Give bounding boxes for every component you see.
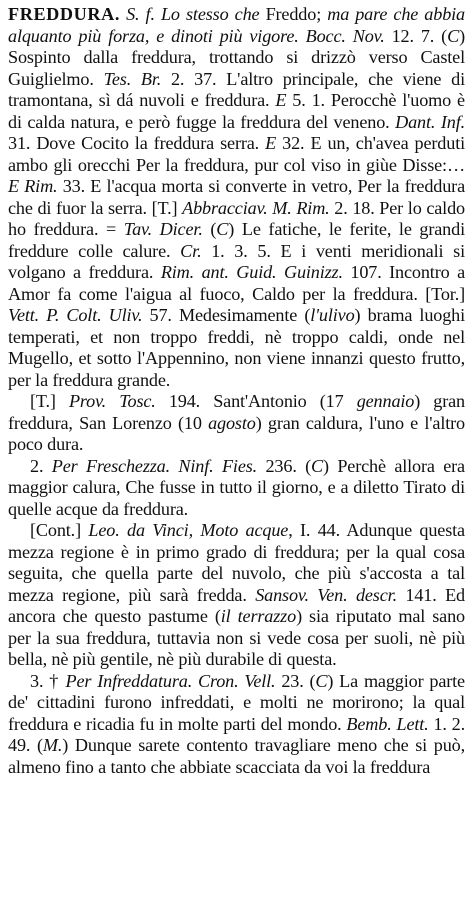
text-run: 23. ( [275, 670, 316, 691]
text-run: Freddo; [259, 4, 328, 24]
text-run: ( [202, 219, 217, 239]
italic-citation-run: C [216, 219, 229, 239]
italic-citation-run: Bemb. Lett. [346, 713, 429, 734]
text-run: 57. Medesimamente ( [142, 305, 311, 325]
text-run: ) La maggior parte de' cittadini furono infreddati, e molti ne morirono; la qual freddura e ricadia fu in molte parti del mondo. [8, 670, 465, 734]
entry-sense-2 [8, 456, 465, 521]
italic-citation-run: M. [42, 735, 63, 755]
italic-citation-run: il terrazzo [220, 606, 297, 626]
italic-citation-run: Tes. Br. [103, 68, 162, 89]
italic-citation-run: Prov. Tosc. [68, 391, 156, 411]
text-run: ) brama luoghi temperati, et non troppo freddi, nè troppo caldi, onde nel Mugello, et sotto l'Appennino, non viene innanzi questo frutto, per la freddura grande. [8, 305, 465, 390]
italic-citation-run: C [447, 25, 460, 46]
italic-citation-run: Sansov. Ven. descr. [255, 584, 397, 605]
entry-sense-1 [8, 4, 465, 391]
text-run: 141. Ed ancora che questo pastume ( [8, 584, 465, 626]
text-run: [Cont.] [30, 520, 89, 540]
italic-citation-run: l'ulivo [310, 305, 355, 325]
italic-citation-run: gennaio [356, 391, 415, 411]
text-run: 5. 1. Perocchè l'uomo è di calda natura, e però fugge la freddura del veneno. [8, 90, 465, 132]
text-run: 107. Incontro a Amor fa come l'aigua al fuoco, Caldo per la freddura. [Tor.] [8, 262, 465, 304]
text-run: 194. Sant'Antonio (17 [155, 391, 357, 411]
text-run: 2. [30, 455, 52, 476]
text-run: ) Le fatiche, le ferite, le grandi freddure colle calure. [8, 219, 465, 261]
text-run: 2. 18. Per lo caldo ho freddura. = [8, 197, 465, 239]
text-run: 12. 7. ( [384, 25, 448, 46]
text-run: 32. E un, ch'avea perduti ambo gli orecchi Per la freddura, pur col viso in giùe Disse:… [8, 133, 465, 175]
entry-sense-3 [8, 671, 465, 779]
text-run: ) Dunque sarete contento travagliare meno che si può, almeno fino a tanto che abbiate scacciata da voi la freddura [8, 735, 465, 777]
text-run: ) gran freddura, San Lorenzo (10 [8, 391, 465, 433]
italic-citation-run: agosto [208, 412, 256, 433]
italic-citation-run: Cr. [180, 240, 202, 261]
italic-citation-run: E [275, 90, 287, 110]
entry-headword: FREDDURA. [8, 4, 120, 24]
text-run: 33. E l'acqua morta si converte in vetro, Per la freddura che di fuor la serra. [T.] [8, 176, 465, 218]
italic-citation-run: Bocc. Nov. [305, 25, 385, 46]
text-run: 1. 2. 49. ( [8, 713, 465, 755]
text-run: ) gran caldura, l'uno e l'altro poco dura. [8, 412, 465, 454]
italic-citation-run: E Rim. [8, 176, 58, 196]
sense-1-body [8, 4, 465, 390]
text-run: ) sia riputato mal sano per la sua freddura, tuttavia non si vede cosa per suoli, nè più bella, nè più gentile, nè più durabile di questa. [8, 606, 465, 669]
text-run: , I. 44. Adunque questa mezza regione è in primo grado di freddura; per la qual cosa seguita, che quella parte del nuvolo, che più s'accosta a tal mezza regione, più sarà fredda. [8, 520, 465, 605]
text-run [299, 26, 306, 46]
text-run: 31. Dove Cocito la freddura serra. [8, 133, 266, 153]
text-run: 1. 3. 5. E i venti meridionali si volgano a freddura. [8, 240, 465, 282]
italic-citation-run: Dant. Inf. [395, 111, 465, 132]
italic-citation-run: C [315, 670, 328, 691]
text-run: ) Sospinto dalla freddura, trottando si drizzò verso Castel Guiglielmo. [8, 25, 465, 89]
italic-citation-run: Leo. da Vinci, Moto acque [88, 520, 289, 540]
italic-citation-run: ma pare che abbia alquanto più forza, e dinoti più vigore. [8, 4, 465, 46]
text-run: 2. 37. L'altro principale, che viene di tramontana, sì dá nuvoli e freddura. [8, 68, 465, 110]
entry-proverb [8, 391, 465, 456]
italic-citation-run: Per Infreddatura. Cron. Vell. [65, 670, 276, 691]
text-run: 3. † [30, 670, 66, 691]
text-run: ) Perchè allora era maggior calura, Che fusse in tutto il giorno, e a diletto Tirato di quelle acque da freddura. [8, 455, 465, 519]
italic-citation-run: Tav. Dicer. [123, 219, 203, 239]
italic-citation-run: Per Freschezza. Ninf. Fies. [51, 455, 258, 476]
italic-citation-run: E [265, 133, 277, 153]
italic-citation-run: Rim. ant. Guid. Guinizz. [160, 262, 343, 282]
italic-citation-run: Vett. P. Colt. Uliv. [8, 305, 143, 325]
italic-citation-run: Abbracciav. M. Rim. [182, 197, 330, 218]
text-run: 236. ( [257, 455, 312, 476]
italic-citation-run: C [311, 455, 324, 476]
text-run: [T.] [30, 391, 69, 411]
entry-continuation [8, 520, 465, 671]
italic-citation-run: S. f. Lo stesso che [126, 4, 260, 24]
